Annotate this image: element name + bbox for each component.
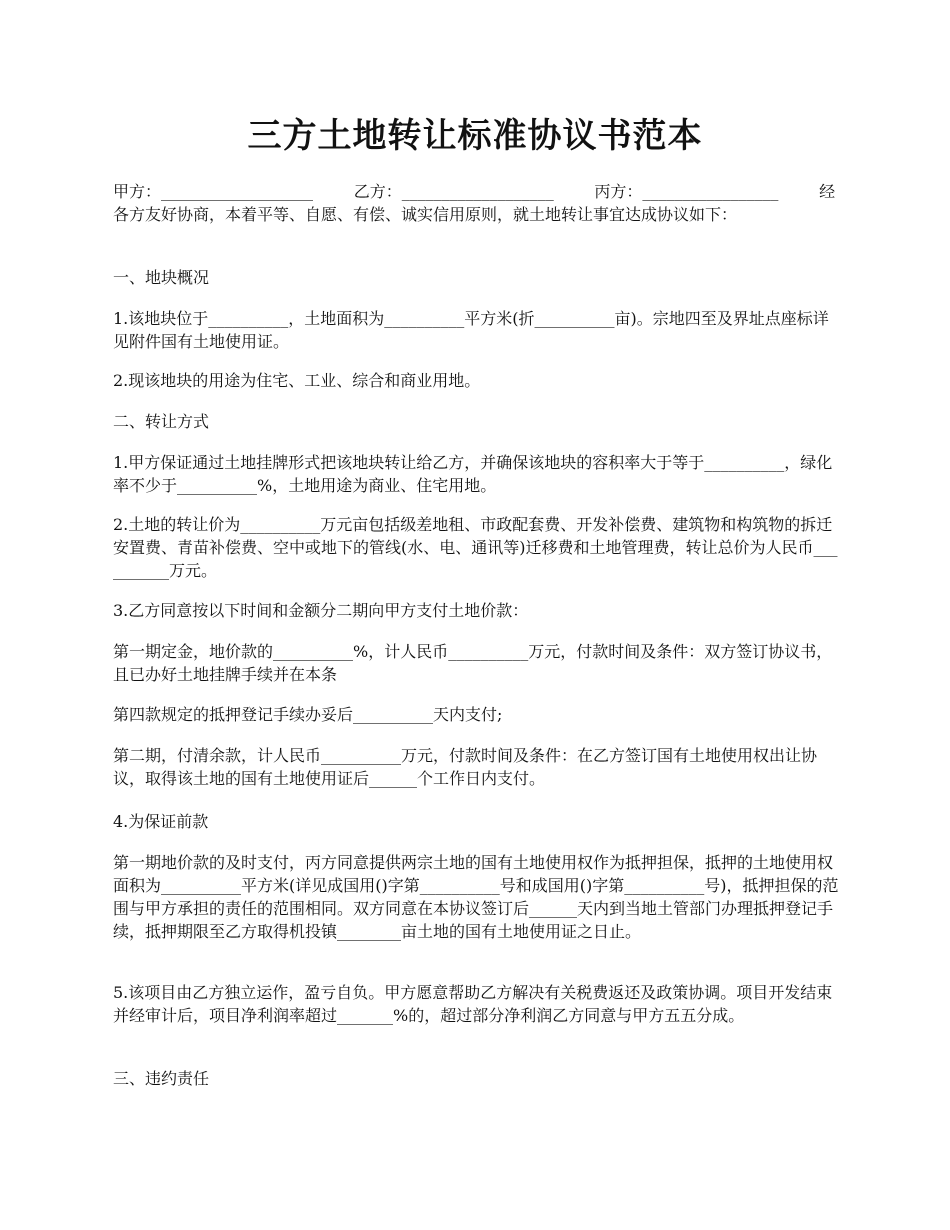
parties-intro-paragraph: 甲方：___________________ 乙方：___________________ 丙方：_________________ 经各方友好协商，本着平等、自愿、有偿、诚实信用原则，就土地转让事宜达成协议如下： bbox=[113, 182, 836, 224]
section-heading-1: 一、地块概况 bbox=[113, 268, 210, 287]
clause-2-4: 4.为保证前款 bbox=[113, 812, 209, 831]
clause-1-1: 1.该地块位于__________，土地面积为__________平方米(折__________亩)。宗地四至及界址点座标详见附件国有土地使用证。 bbox=[113, 309, 829, 351]
clause-1-2: 2.现该地块的用途为住宅、工业、综合和商业用地。 bbox=[113, 371, 481, 390]
clause-2-1: 1.甲方保证通过土地挂牌形式把该地块转让给乙方，并确保该地块的容积率大于等于__________，绿化率不少于__________%，土地用途为商业、住宅用地。 bbox=[113, 453, 833, 495]
payment-phase-2: 第二期，付清余款，计人民币__________万元，付款时间及条件：在乙方签订国有土地使用权出让协议，取得该土地的国有土地使用证后______个工作日内支付。 bbox=[113, 746, 818, 788]
document-title: 三方土地转让标准协议书范本 bbox=[247, 116, 703, 156]
clause-2-2: 2.土地的转让价为__________万元亩包括级差地租、市政配套费、开发补偿费、建筑物和构筑物的拆迁安置费、青苗补偿费、空中或地下的管线(水、电、通讯等)迁移费和土地管理费，转让总价为人民币__________万元。 bbox=[113, 515, 838, 580]
payment-phase-1-cont: 第四款规定的抵押登记手续办妥后__________天内支付; bbox=[113, 705, 503, 724]
mortgage-guarantee-paragraph: 第一期地价款的及时支付，丙方同意提供两宗土地的国有土地使用权作为抵押担保，抵押的土地使用权面积为__________平方米(详见成国用()字第__________号和成国用()字第__________号)，抵押担保的范围与甲方承担的责任的范围相同。双方同意在本协议签订后______天内到当地土管部门办理抵押登记手续，抵押期限至乙方取得机投镇________亩土地的国有土地使用证之日止。 bbox=[113, 853, 839, 941]
payment-phase-1: 第一期定金，地价款的__________%，计人民币__________万元，付款时间及条件：双方签订协议书，且已办好土地挂牌手续并在本条 bbox=[113, 642, 833, 684]
clause-2-5: 5.该项目由乙方独立运作，盈亏自负。甲方愿意帮助乙方解决有关税费返还及政策协调。项目开发结束并经审计后，项目净利润率超过_______%的，超过部分净利润乙方同意与甲方五五分成。 bbox=[113, 983, 833, 1025]
section-heading-2: 二、转让方式 bbox=[113, 412, 210, 431]
section-heading-3: 三、违约责任 bbox=[113, 1069, 210, 1088]
clause-2-3: 3.乙方同意按以下时间和金额分二期向甲方支付土地价款： bbox=[113, 601, 529, 620]
